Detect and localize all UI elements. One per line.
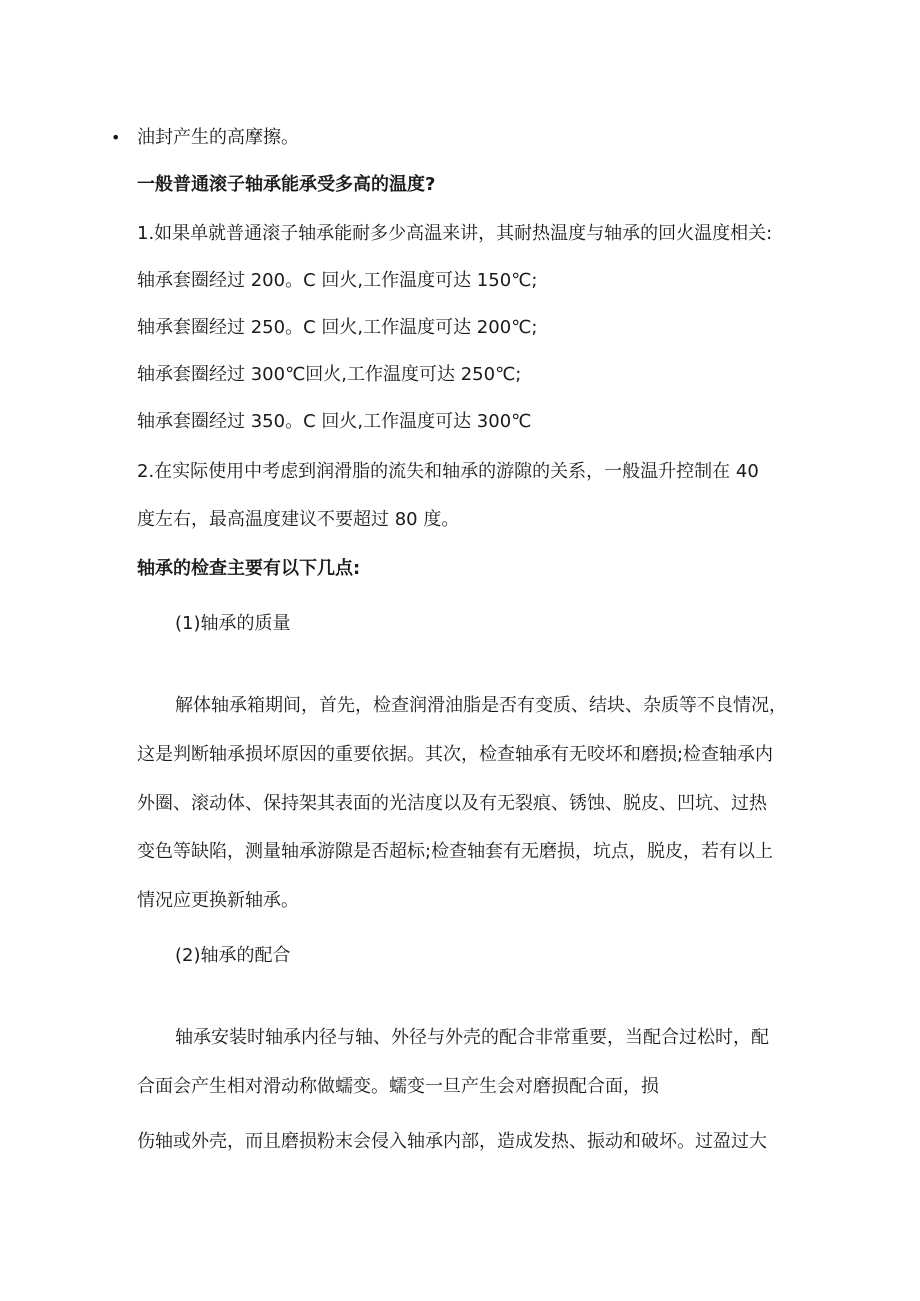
paragraph-line: 轴承安装时轴承内径与轴、外径与外壳的配合非常重要，当配合过松时，配 xyxy=(175,1027,769,1048)
paragraph-line: 伤轴或外壳，而且磨损粉末会侵入轴承内部，造成发热、振动和破坏。过盈过大 xyxy=(137,1131,767,1152)
point-2-line-1: 2.在实际使用中考虑到润滑脂的流失和轴承的游隙的关系，一般温升控制在 40 xyxy=(137,461,759,482)
item-1-title: (1)轴承的质量 xyxy=(175,613,291,634)
section-heading-temperature: 一般普通滚子轴承能承受多高的温度? xyxy=(137,174,436,195)
paragraph-line: 解体轴承箱期间，首先，检查润滑油脂是否有变质、结块、杂质等不良情况， xyxy=(175,695,787,716)
bullet-dot-icon: • xyxy=(111,128,121,147)
temperature-line: 轴承套圈经过 300℃回火,工作温度可达 250℃; xyxy=(137,364,522,385)
paragraph-line: 这是判断轴承损坏原因的重要依据。其次，检查轴承有无咬坏和磨损;检查轴承内 xyxy=(137,744,774,765)
section-heading-inspection: 轴承的检查主要有以下几点: xyxy=(137,558,361,579)
bullet-text: 油封产生的高摩擦。 xyxy=(137,127,299,148)
paragraph-line: 外圈、滚动体、保持架其表面的光洁度以及有无裂痕、锈蚀、脱皮、凹坑、过热 xyxy=(137,793,767,814)
temperature-line: 轴承套圈经过 200。C 回火,工作温度可达 150℃; xyxy=(137,270,538,291)
point-2-line-2: 度左右，最高温度建议不要超过 80 度。 xyxy=(137,509,460,530)
paragraph-line: 变色等缺陷，测量轴承游隙是否超标;检查轴套有无磨损，坑点，脱皮，若有以上 xyxy=(137,841,774,862)
temperature-line: 轴承套圈经过 350。C 回火,工作温度可达 300℃ xyxy=(137,411,532,432)
point-1-text: 1.如果单就普通滚子轴承能耐多少高温来讲，其耐热温度与轴承的回火温度相关: xyxy=(137,223,773,244)
paragraph-line: 合面会产生相对滑动称做蠕变。蠕变一旦产生会对磨损配合面，损 xyxy=(137,1076,659,1097)
temperature-line: 轴承套圈经过 250。C 回火,工作温度可达 200℃; xyxy=(137,317,538,338)
paragraph-line: 情况应更换新轴承。 xyxy=(137,890,299,911)
item-2-title: (2)轴承的配合 xyxy=(175,945,291,966)
